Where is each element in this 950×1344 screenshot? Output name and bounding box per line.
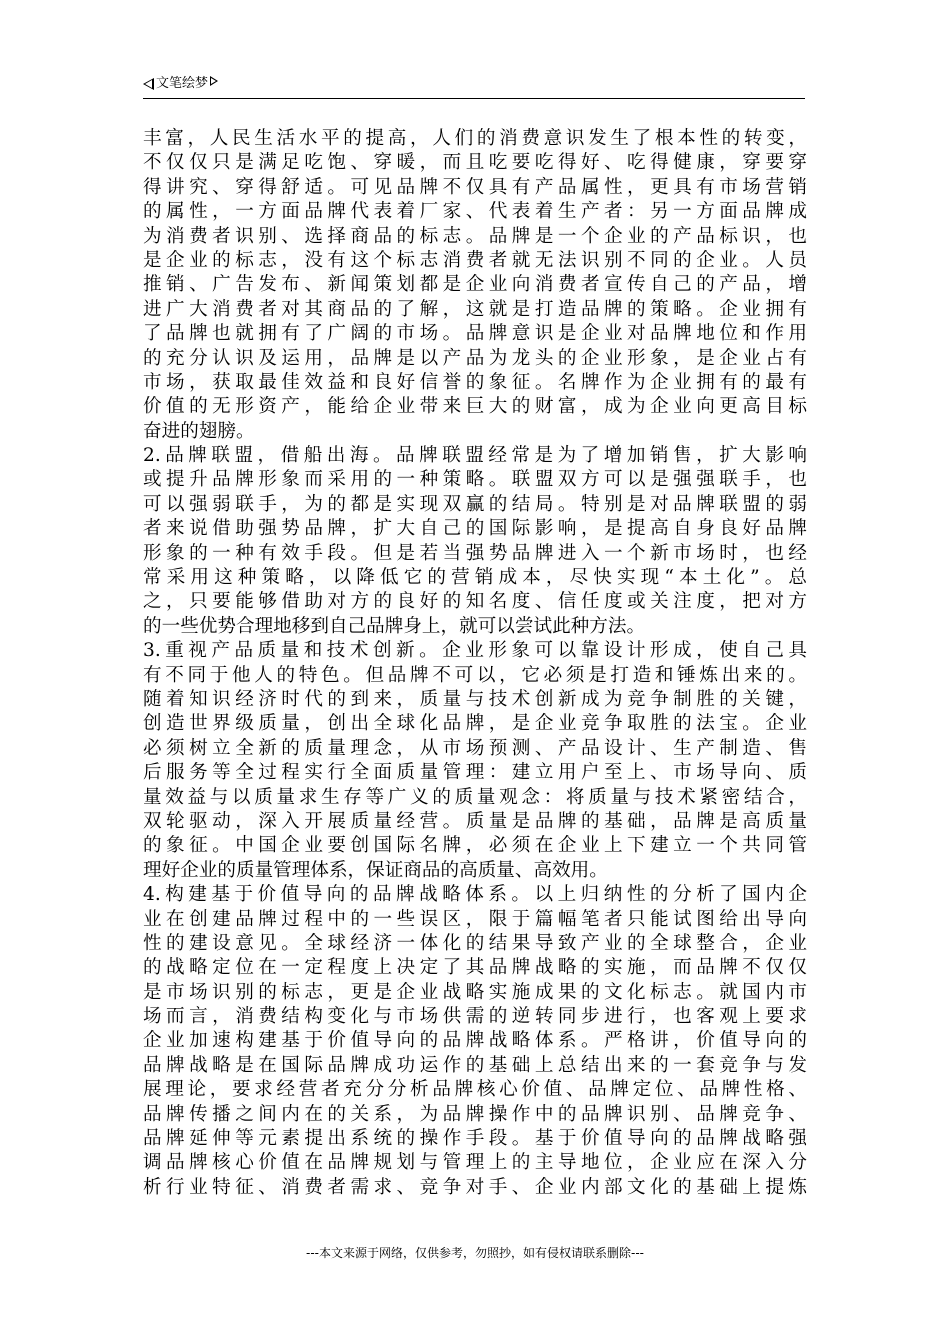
body-line: 随着知识经济时代的到来，质量与技术创新成为竞争制胜的关键， bbox=[143, 688, 807, 710]
body-line: 的一些优势合理地移到自己品牌身上，就可以尝试此种方法。 bbox=[143, 615, 646, 637]
body-line: 双轮驱动，深入开展质量经营。质量是品牌的基础，品牌是高质量 bbox=[143, 810, 807, 832]
body-line: 是企业的标志，没有这个标志消费者就无法识别不同的企业。人员 bbox=[143, 249, 807, 271]
body-line: 的象征。中国企业要创国际名牌，必须在企业上下建立一个共同管 bbox=[143, 835, 807, 857]
header-title: 文笔绘梦 bbox=[156, 76, 209, 91]
body-line: 调品牌核心价值在品牌规划与管理上的主导地位，企业应在深入分 bbox=[143, 1152, 807, 1174]
body-line: 品牌战略是在国际品牌成功运作的基础上总结出来的一套竞争与发 bbox=[143, 1054, 807, 1076]
body-line: 的属性，一方面品牌代表着厂家、代表着生产者：另一方面品牌成 bbox=[143, 201, 807, 223]
body-line: 析行业特征、消费者需求、竞争对手、企业内部文化的基础上提炼 bbox=[143, 1176, 807, 1198]
body-line: 为消费者识别、选择商品的标志。品牌是一个企业的产品标识，也 bbox=[143, 225, 807, 247]
body-line: 性的建设意见。全球经济一体化的结果导致产业的全球整合，企业 bbox=[143, 932, 807, 954]
body-line: 场而言，消费结构变化与市场供需的逆转同步进行，也客观上要求 bbox=[143, 1006, 807, 1028]
page-header bbox=[143, 74, 805, 99]
body-line: 可以强弱联手，为的都是实现双赢的结局。特别是对品牌联盟的弱 bbox=[143, 493, 807, 515]
body-line: 的充分认识及运用，品牌是以产品为龙头的企业形象，是企业占有 bbox=[143, 347, 807, 369]
document-body bbox=[143, 127, 807, 1200]
body-line: 展理论，要求经营者充分分析品牌核心价值、品牌定位、品牌性格、 bbox=[143, 1079, 807, 1101]
body-line: 是市场识别的标志，更是企业战略实施成果的文化标志。就国内市 bbox=[143, 981, 807, 1003]
body-line: 后服务等全过程实行全面质量管理：建立用户至上、市场导向、质 bbox=[143, 762, 807, 784]
body-line: 市场，获取最佳效益和良好信誉的象征。名牌作为企业拥有的最有 bbox=[143, 371, 807, 393]
body-line: 价值的无形资产，能给企业带来巨大的财富，成为企业向更高目标 bbox=[143, 396, 807, 418]
body-line: 4.构建基于价值导向的品牌战略体系。以上归纳性的分析了国内企 bbox=[143, 884, 807, 906]
body-line: 者来说借助强势品牌，扩大自己的国际影响，是提高自身良好品牌 bbox=[143, 518, 807, 540]
body-line: 有不同于他人的特色。但品牌不可以，它必须是打造和锤炼出来的。 bbox=[143, 664, 807, 686]
body-line: 或提升品牌形象而采用的一种策略。联盟双方可以是强强联手，也 bbox=[143, 469, 807, 491]
body-line: 品牌传播之间内在的关系，为品牌操作中的品牌识别、品牌竞争、 bbox=[143, 1103, 807, 1125]
body-line: 企业加速构建基于价值导向的品牌战略体系。严格讲，价值导向的 bbox=[143, 1030, 807, 1052]
body-line: 不仅仅只是满足吃饱、穿暖，而且吃要吃得好、吃得健康，穿要穿 bbox=[143, 152, 807, 174]
left-triangle-icon bbox=[143, 78, 154, 90]
body-line: 量效益与以质量求生存等广义的质量观念：将质量与技术紧密结合， bbox=[143, 786, 807, 808]
body-line: 了品牌也就拥有了广阔的市场。品牌意识是企业对品牌地位和作用 bbox=[143, 323, 807, 345]
body-line: 常采用这种策略，以降低它的营销成本，尽快实现“本土化”。总 bbox=[143, 567, 807, 589]
body-line: 进广大消费者对其商品的了解，这就是打造品牌的策略。企业拥有 bbox=[143, 298, 807, 320]
page-footer: ---本文来源于网络，仅供参考，勿照抄，如有侵权请联系删除--- bbox=[306, 1246, 644, 1260]
header-title-group bbox=[143, 74, 218, 94]
body-line: 2.品牌联盟，借船出海。品牌联盟经常是为了增加销售，扩大影响 bbox=[143, 445, 807, 467]
body-line: 必须树立全新的质量理念，从市场预测、产品设计、生产制造、售 bbox=[143, 737, 807, 759]
body-line: 奋进的翅膀。 bbox=[143, 420, 255, 442]
body-line: 3.重视产品质量和技术创新。企业形象可以靠设计形成，使自己具 bbox=[143, 640, 807, 662]
body-line: 得讲究、穿得舒适。可见品牌不仅具有产品属性，更具有市场营销 bbox=[143, 176, 807, 198]
body-line: 业在创建品牌过程中的一些误区，限于篇幅笔者只能试图给出导向 bbox=[143, 908, 807, 930]
body-line: 丰富，人民生活水平的提高，人们的消费意识发生了根本性的转变， bbox=[143, 128, 807, 149]
body-line: 理好企业的质量管理体系，保证商品的高质量、高效用。 bbox=[143, 859, 608, 881]
body-line: 之，只要能够借助对方的良好的知名度、信任度或关注度，把对方 bbox=[143, 591, 807, 613]
body-line: 推销、广告发布、新闻策划都是企业向消费者宣传自己的产品，增 bbox=[143, 274, 807, 296]
right-triangle-icon bbox=[210, 76, 218, 86]
body-line: 品牌延伸等元素提出系统的操作手段。基于价值导向的品牌战略强 bbox=[143, 1128, 807, 1150]
body-line: 形象的一种有效手段。但是若当强势品牌进入一个新市场时，也经 bbox=[143, 542, 807, 564]
body-line: 的战略定位在一定程度上决定了其品牌战略的实施，而品牌不仅仅 bbox=[143, 957, 807, 979]
body-line: 创造世界级质量，创出全球化品牌，是企业竞争取胜的法宝。企业 bbox=[143, 713, 807, 735]
